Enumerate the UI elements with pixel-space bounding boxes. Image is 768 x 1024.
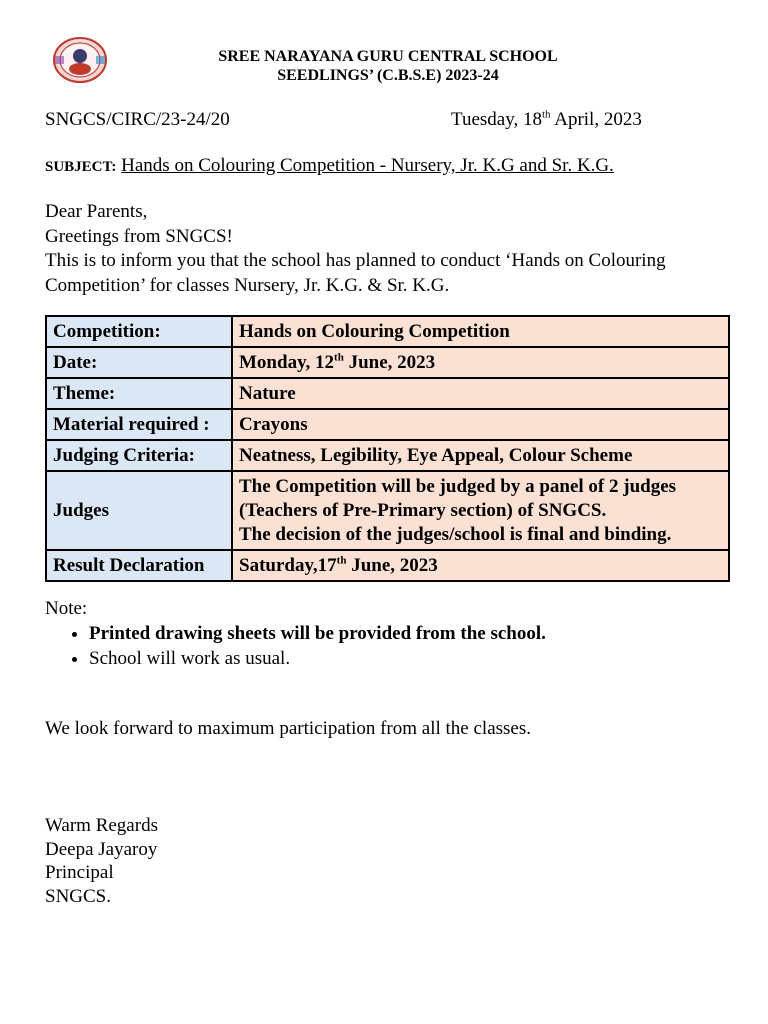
circular-number: SNGCS/CIRC/23-24/20 — [45, 109, 230, 130]
school-name: SREE NARAYANA GURU CENTRAL SCHOOL — [218, 48, 558, 65]
table-row — [46, 347, 729, 378]
signatory-org: SNGCS. — [45, 885, 111, 907]
greeting: Greetings from SNGCS! — [45, 225, 233, 247]
row-value: Monday, 12th June, 2023 — [232, 347, 729, 378]
row-value: The Competition will be judged by a panel of 2 judges (Teachers of Pre-Primary section) of SNGCS. The decision of the judges/school is final and binding. — [232, 471, 729, 550]
body-line-1: This is to inform you that the school has planned to conduct ‘Hands on Colouring — [45, 250, 666, 271]
list-item: • Printed drawing sheets will be provided from the school. — [89, 621, 546, 646]
table-row — [46, 316, 729, 347]
signatory-name: Deepa Jayaroy — [45, 838, 158, 860]
row-label: Judging Criteria: — [46, 440, 232, 471]
list-item: • School will work as usual. — [89, 646, 546, 671]
row-label: Competition: — [46, 316, 232, 347]
subject-text: Hands on Colouring Competition - Nursery, Jr. K.G and Sr. K.G. — [121, 155, 614, 176]
row-value: Neatness, Legibility, Eye Appeal, Colour Scheme — [232, 440, 729, 471]
subject-line — [45, 155, 614, 177]
signature-block — [45, 814, 158, 908]
row-value: Saturday,17th June, 2023 — [232, 550, 729, 581]
table-row — [46, 378, 729, 409]
signatory-title: Principal — [45, 862, 114, 883]
row-label: Result Declaration — [46, 550, 232, 581]
row-value: Nature — [232, 378, 729, 409]
closing-line: We look forward to maximum participation from all the classes. — [45, 718, 532, 739]
subject-label: SUBJECT: — [45, 159, 117, 175]
circular-date: Tuesday, 18th April, 2023 — [451, 108, 642, 130]
row-label: Material required : — [46, 409, 232, 440]
row-value: Crayons — [232, 409, 729, 440]
table-row — [46, 550, 729, 581]
note-section — [45, 596, 546, 671]
row-label: Theme: — [46, 378, 232, 409]
note-label: Note: — [45, 598, 88, 619]
table-row — [46, 409, 729, 440]
row-label: Judges — [46, 471, 232, 550]
regards: Warm Regards — [45, 815, 158, 836]
letterhead — [0, 47, 768, 85]
note-list — [45, 621, 546, 671]
body-line-2: Competition’ for classes Nursery, Jr. K.G. & Sr. K.G. — [45, 274, 450, 296]
school-subtitle: SEEDLINGS’ (C.B.S.E) 2023-24 — [277, 67, 499, 84]
letter-body — [45, 200, 725, 298]
salutation: Dear Parents, — [45, 201, 148, 222]
competition-details-table — [45, 315, 730, 582]
table-row — [46, 440, 729, 471]
table-row — [46, 471, 729, 550]
row-value: Hands on Colouring Competition — [232, 316, 729, 347]
row-label: Date: — [46, 347, 232, 378]
